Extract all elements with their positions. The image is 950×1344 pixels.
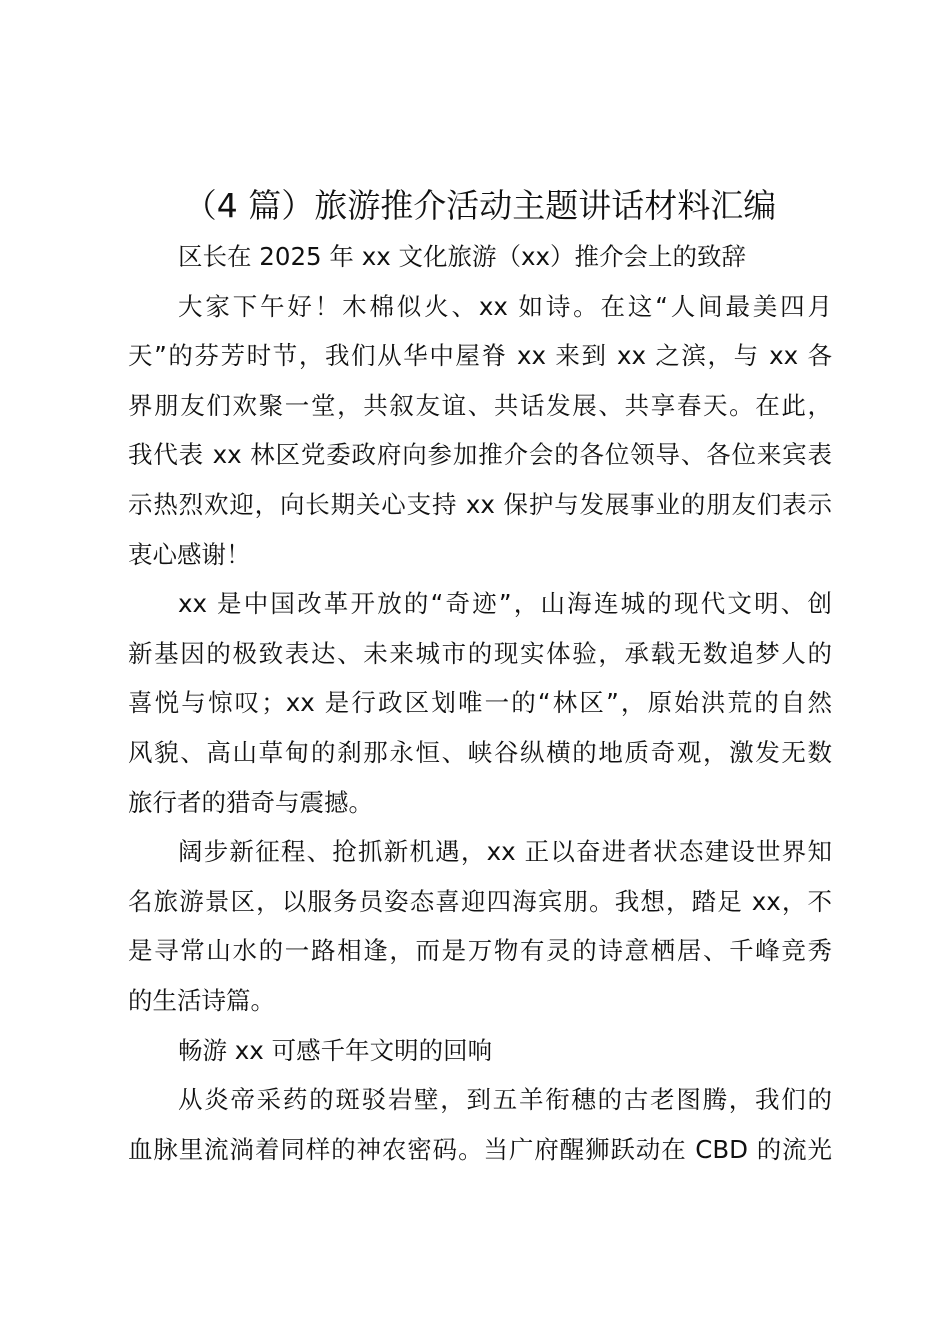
paragraph-line: 界朋友们欢聚一堂，共叙友谊、共话发展、共享春天。在此， — [128, 390, 832, 420]
paragraph-vision — [128, 827, 832, 1025]
paragraph-line: 示热烈欢迎，向长期关心支持 xx 保护与发展事业的朋友们表示 — [128, 489, 832, 519]
paragraph-line: 我代表 xx 林区党委政府向参加推介会的各位领导、各位来宾表 — [128, 440, 832, 470]
paragraph-line: 旅行者的猎奇与震撼。 — [128, 787, 373, 817]
paragraph-line: 大家下午好！木棉似火、xx 如诗。在这“人间最美四月 — [178, 291, 832, 321]
document-body — [128, 232, 832, 1174]
paragraph-line: 风貌、高山草甸的刹那永恒、峡谷纵横的地质奇观，激发无数 — [128, 737, 832, 767]
paragraph-line: 新基因的极致表达、未来城市的现实体验，承载无数追梦人的 — [128, 638, 832, 668]
paragraph-welcome — [128, 282, 832, 580]
paragraph-line: 从炎帝采药的斑驳岩壁，到五羊衔穗的古老图腾，我们的 — [178, 1085, 832, 1115]
paragraph-line: 阔步新征程、抢抓新机遇，xx 正以奋进者状态建设世界知 — [178, 837, 832, 867]
paragraph-line: 名旅游景区，以服务员姿态喜迎四海宾朋。我想，踏足 xx，不 — [128, 886, 832, 916]
paragraph-line: xx 是中国改革开放的“奇迹”，山海连城的现代文明、创 — [178, 589, 832, 619]
paragraph-line: 衷心感谢！ — [128, 539, 251, 569]
paragraph-line: 的生活诗篇。 — [128, 985, 275, 1015]
paragraph-line: 是寻常山水的一路相逢，而是万物有灵的诗意栖居、千峰竞秀 — [128, 936, 832, 966]
paragraph-line: 喜悦与惊叹；xx 是行政区划唯一的“林区”，原始洪荒的自然 — [128, 688, 832, 718]
document-title: （4 篇）旅游推介活动主题讲话材料汇编 — [183, 186, 777, 225]
speech-subtitle: 区长在 2025 年 xx 文化旅游（xx）推介会上的致辞 — [178, 242, 746, 271]
section-heading: 畅游 xx 可感千年文明的回响 — [178, 1035, 493, 1065]
paragraph-line: 血脉里流淌着同样的神农密码。当广府醒狮跃动在 CBD 的流光 — [128, 1134, 832, 1164]
paragraph-closing — [128, 1075, 832, 1174]
paragraph-line: 天”的芬芳时节，我们从华中屋脊 xx 来到 xx 之滨，与 xx 各 — [128, 341, 832, 371]
paragraph-intro — [128, 579, 832, 827]
